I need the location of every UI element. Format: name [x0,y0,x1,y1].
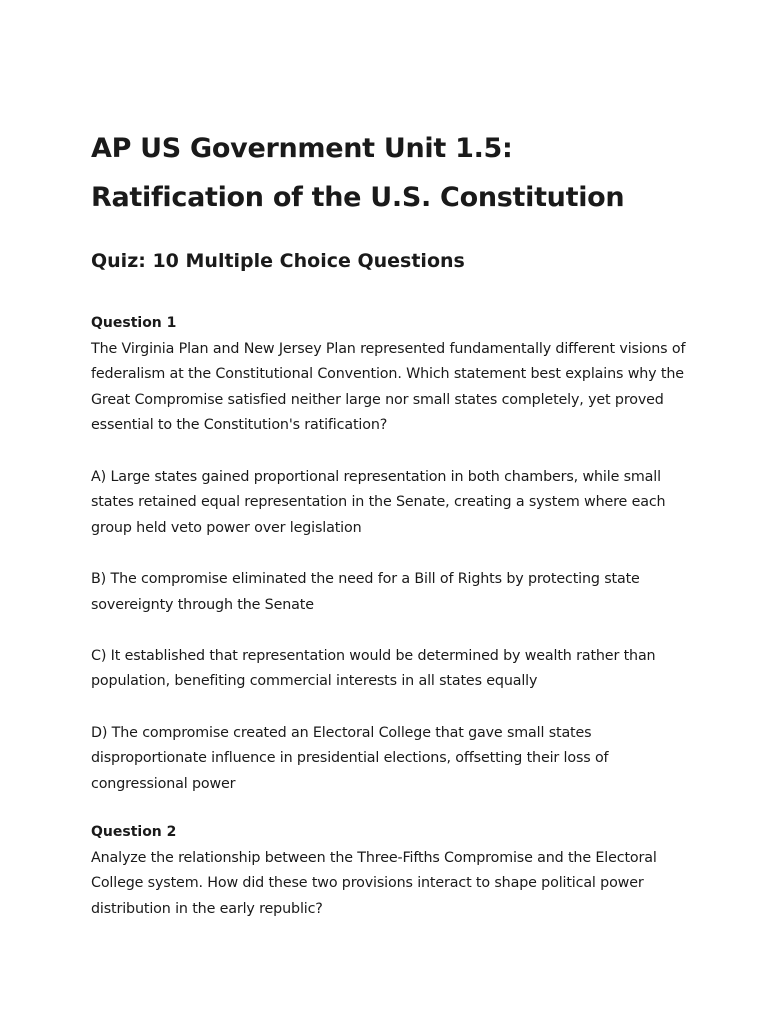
document-title: AP US Government Unit 1.5: Ratification of the U.S. Constitution [91,133,625,213]
question-label: Question 2 [91,824,177,840]
quiz-subtitle: Quiz: 10 Multiple Choice Questions [91,250,465,272]
answer-option-d: D) The compromise created an Electoral College that gave small states disproportionate influence in presidential elections, offsetting their loss of congressional power [91,724,609,792]
answer-option-a: A) Large states gained proportional representation in both chambers, while small states retained equal representation in the Senate, creating a system where each group held veto power over legislation [91,468,666,536]
question-block [91,820,691,922]
question-block [91,311,691,797]
answer-option-b: B) The compromise eliminated the need for a Bill of Rights by protecting state sovereignty through the Senate [91,570,640,613]
question-text: Analyze the relationship between the Three-Fifths Compromise and the Electoral College system. How did these two provisions interact to shape political power distribution in the early republic? [91,849,657,917]
answer-option-c: C) It established that representation would be determined by wealth rather than population, benefiting commercial interests in all states equally [91,647,656,690]
question-text: The Virginia Plan and New Jersey Plan represented fundamentally different visions of federalism at the Constitutional Convention. Which statement best explains why the Great Compromise satisfied neither large nor small states completely, yet proved essential to the Constitution's ratification? [91,340,686,434]
question-label: Question 1 [91,315,177,331]
